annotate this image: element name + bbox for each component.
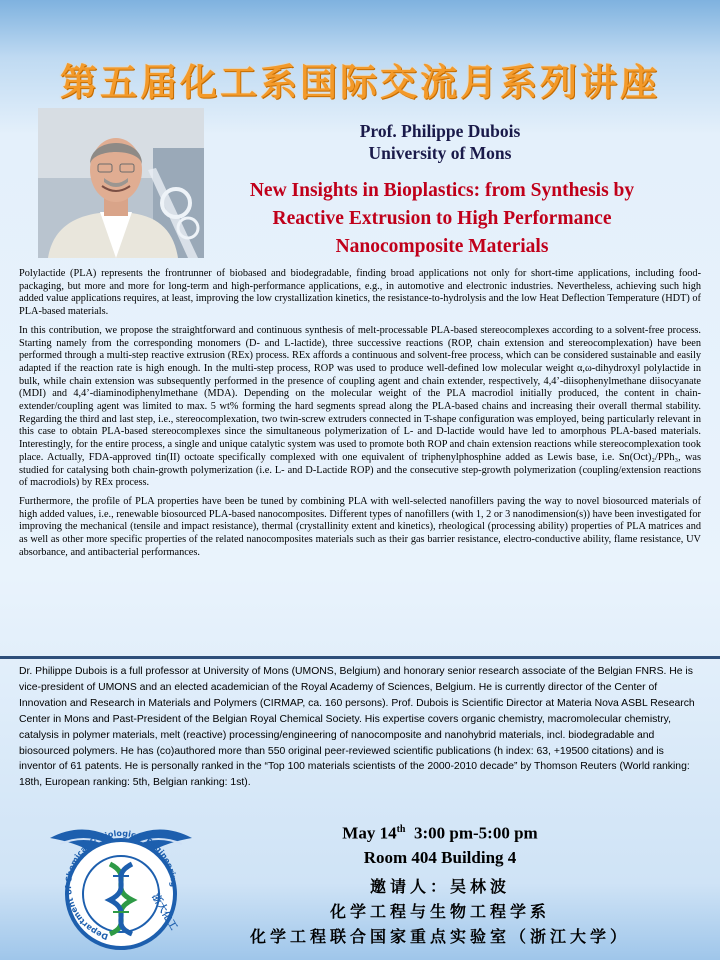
abstract-paragraph-3: Furthermore, the profile of PLA properties have been be tuned by combining PLA with well-selected nanofillers paving the way to novel biosourced materials of high added values, i.e., renewable biosourced PLA-based nanocomposites. Different types of nanofillers (with 1, 2 or 3 nanodimension(s)) have been investigated for improving the mechanical (tensile and impact resistance), thermal (crystallinity extent and kinetics), rheological (processing ability) properties of PLA matrices and as well as other more specific properties of the related nanocomposites materials such as their gas barrier resistance, electro-conductive ability, flame resistance, UV absorbance, and antibacterial performances. xyxy=(19,495,701,558)
abstract-paragraph-2: In this contribution, we propose the straightforward and continuous synthesis of melt-processable PLA-based stereocomplexes according to a solvent-free process. Starting namely from the corresponding monomers (D- and L-lactide), three successive reactions (ROP, chain extension and stereocomplexation) have been performed through a multi-step reactive extrusion (REx) process. REx affords a continuous and solvent-free process, which can be considered sustainable and easily adapted if the reaction rate is high enough. In the multi-step process, ROP was used to produce well-defined low molecular weight α,ω-dihydroxyl polylactide in bulk, while chain extension was subsequently performed in the presence of coupling agent and chain extender, respectively, 4,4’-diisophenylmethane diisocyanate (MDI) and 4,4’-diaminodiphenylmethane (MDA). Depending on the molecular weight of the PLA macrodiol initially produced, the content in chain-extender/coupling agent was limited to max. 5 wt% forming the hard segments spread along the PLA-based chains and increasing their overall thermal stability. Regarding the third and last step, i.e., stereocomplexation, two twin-screw extruders connected in T-shape configuration was employed, being particularly relevant in this case to obtain PLA-based stereocomplexes since the simultaneous polymerization of L- and D-lactide would have led to amorphous PLA-based materials. Interestingly, for the entire process, a single and unique catalytic system was used to promote both ROP and chain extension reactions while stereocomplexation took place. Actually, FDA-approved tin(II) octoate specifically complexed with one equivalent of triphenylphosphine added as Lewis base, i.e. Sn(Oct)₂/PPh₃, was studied for catalysing both chain-growth polymerization (i.e. L- and D-Lactide ROP) and the consecutive step-growth polymerization (coupling/extension reactions of macrodiols) by REx process. xyxy=(19,324,701,489)
logo-chinese-text: 浙大化工 xyxy=(149,892,179,933)
section-divider xyxy=(0,656,720,659)
host-department: 化学工程与生物工程学系 xyxy=(329,902,550,921)
speaker-photo xyxy=(38,108,204,258)
host-lab: 化学工程联合国家重点实验室（浙江大学） xyxy=(249,927,630,946)
speaker-affiliation: University of Mons xyxy=(368,143,512,163)
speaker-block xyxy=(312,120,568,164)
event-room: Room 404 Building 4 xyxy=(363,847,517,867)
speaker-portrait xyxy=(38,108,204,258)
host-block xyxy=(230,874,650,949)
series-title: 第五届化工系国际交流月系列讲座 xyxy=(60,61,660,104)
host-inviter: 邀请人：吴林波 xyxy=(369,877,510,896)
talk-title: New Insights in Bioplastics: from Synthesis by Reactive Extrusion to High Performance Nanocomposite Materials xyxy=(249,180,635,257)
abstract xyxy=(19,268,701,565)
bio-text: Dr. Philippe Dubois is a full professor at University of Mons (UMONS, Belgium) and honorary senior research associate of the Belgian FNRS. He is vice-president of UMONS and an elected academician of the Royal Academy of Sciences, Belgium. He is currently director of the Center of Innovation and Research in Materials and Polymers (CIRMAP, ca. 160 persons). Prof. Dubois is Scientific Director at Materia Nova ASBL Research Center in Mons and Past-President of the Belgian Royal Chemical Society. His expertise covers organic chemistry, macromolecular chemistry, catalysis in polymer materials, melt (reactive) processing/engineering of nanocomposite and nanohybrid materials, incl. biodegradable and biosourced polymers. He has (co)authored more than 550 original peer-reviewed scientific publications (h index: 63, +19500 citations) and is inventor of 61 patents. He is personally ranked in the “Top 100 materials scientists of the 2000-2010 decade” by Thomson Reuters (World ranking: 18th, European ranking: 5th, Belgian ranking: 1st). xyxy=(19,666,695,789)
event-datetime xyxy=(310,818,570,846)
event-details xyxy=(310,818,570,870)
event-time: 3:00 pm-5:00 pm xyxy=(413,823,538,843)
event-date-suffix: th xyxy=(396,824,406,835)
event-date: May 14 xyxy=(342,823,397,843)
department-emblem-icon xyxy=(40,818,202,950)
abstract-paragraph-1: Polylactide (PLA) represents the frontrunner of biobased and biodegradable, finding broad applications not only for short-time applications, including food-packaging, but more and more for long-term and high-performance applications, e.g., in automotive and electronic industries. Nevertheless, achieving such high added value applications requires, at least, improving the low crystallization kinetics, the resistance-to-hydrolysis and the low Heat Deflection Temperature (HDT) of PLA-based materials. xyxy=(19,268,701,318)
logo-english-text: Department of Chemical & Biological Engineering xyxy=(64,828,179,942)
speaker-name: Prof. Philippe Dubois xyxy=(359,121,521,141)
speaker-bio xyxy=(19,664,699,791)
department-logo xyxy=(40,818,202,950)
